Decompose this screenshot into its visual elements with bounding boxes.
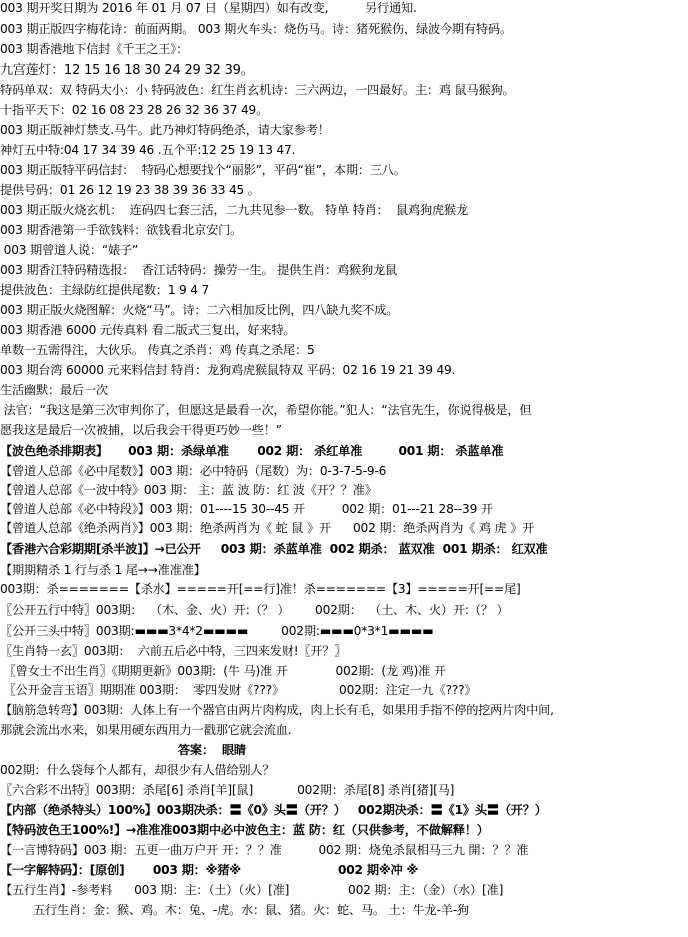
text-line-6: 十指平天下：02 16 08 23 28 26 32 36 37 49。 bbox=[0, 103, 269, 117]
text-line-14: 003 期香江特码精选报： 香江话特码：操劳一生。 提供生肖：鸡猴狗龙鼠 bbox=[0, 263, 397, 277]
text-line-5: 特码单双：双 特码大小：小 特码波色：红生肖玄机诗：三六两边，一四最好。主：鸡 鼠马猴狗。 bbox=[0, 83, 515, 97]
text-line-36: 【脑筋急转弯】003期：人体上有一个器官由两片肉构成，肉上长有毛，如果用手指不停的挖两片肉中间, bbox=[0, 703, 554, 717]
text-line-35: 〖公开金言玉语〗期期准 003期： 零四发财《???》 002期：注定一九《???》 bbox=[0, 683, 477, 697]
text-line-46: 五行生肖：金：猴、鸡。木：兔、-虎。水：鼠、猪。火：蛇、马。 土：牛龙-羊-狗 bbox=[0, 903, 469, 917]
text-line-28: 【香港六合彩期期[杀半波]】→已公开 003 期：杀蓝单准 002 期杀： 蓝双准 001 期杀： 红双准 bbox=[0, 542, 548, 556]
text-line-4: 九宫莲灯：12 15 16 18 30 24 29 32 39。 bbox=[0, 63, 254, 78]
text-line-13: 003 期曾道人说：“婊子” bbox=[0, 243, 139, 257]
text-line-10: 提供号码：01 26 12 19 23 38 39 36 33 45 。 bbox=[0, 183, 260, 197]
text-line-43: 【一言博特码】003 期：五更一曲万户开 开：？？准 002 期：烧兔杀鼠相马三九 開：？？准 bbox=[0, 843, 529, 857]
text-line-24: 【曾道人总部《必中尾数》】003 期：必中特码（尾数）为：0-3-7-5-9-6 bbox=[0, 464, 387, 478]
text-line-45: 【五行生肖】-参考料 003 期：主：（土）（火）[准] 002 期：主：（金）（水）[准] bbox=[0, 883, 504, 897]
text-line-38: 答案： 眼睛 bbox=[0, 743, 246, 757]
text-line-17: 003 期香港 6000 元传真料 看二版式三复出，好来特。 bbox=[0, 323, 296, 337]
text-line-27: 【曾道人总部《绝杀两肖》】003 期：绝杀两肖为《 蛇 鼠 》开 002 期：绝杀两肖为《 鸡 虎 》开 bbox=[0, 521, 535, 535]
text-line-31: 〖公开五行中特〗003期： （木、金、火）开:（？ ） 002期： （土、木、火）开:（？ ） bbox=[0, 603, 509, 617]
text-line-15: 提供波色：主绿防红提供尾数：1 9 4 7 bbox=[0, 283, 210, 297]
text-line-26: 【曾道人总部《必中特段》】003 期：01----15 30--45 开 002 期：01---21 28--39 开 bbox=[0, 502, 493, 516]
text-line-2: 003 期正版四字梅花诗：前面两期。 003 期火车头：烧伤马。诗：猪死猴伤，绿波今期有特码。 bbox=[0, 22, 512, 36]
text-line-21: 法官：“我这是第三次审判你了，但愿这是最看一次，希望你能。”犯人：“法官先生，你说得极是，但 bbox=[0, 403, 532, 417]
text-line-30: 003期：杀=======【杀水】=====开[==行]准！杀=======【3】=====开[==尾] bbox=[0, 582, 521, 596]
text-line-33: 〖生肖特一玄〗003期： 六前五后必中特，三四来发财!〖开？〗 bbox=[0, 644, 347, 658]
text-line-7: 003 期正版神灯禁支.马牛。此乃神灯特码绝杀，请大家参考！ bbox=[0, 123, 330, 137]
text-line-25: 【曾道人总部《一波中特》003 期： 主：蓝 波 防：红 波《开？？准》 bbox=[0, 483, 377, 497]
text-line-42: 【特码波色王100%!】→准准准003期中必中波色主：蓝 防：红（只供参考，不做解释！） bbox=[0, 823, 489, 837]
text-line-19: 003 期台湾 60000 元来料信封 特肖：龙狗鸡虎猴鼠特双 平码：02 16 19 21 39 49. bbox=[0, 363, 456, 377]
text-line-20: 生活幽默：最后一次 bbox=[0, 383, 108, 397]
text-line-37: 那就会流出水来，如果用硬东西用力一戳那它就会流血. bbox=[0, 723, 292, 737]
text-line-3: 003 期香港地下信封《千王之王》： bbox=[0, 42, 189, 56]
text-line-23: 【波色绝杀排期表】 003 期：杀绿单准 002 期： 杀红单准 001 期： 杀蓝单准 bbox=[0, 444, 504, 458]
text-line-34: 〖曾女士不出生肖〗《期期更新》003期: (牛 马)准 开 002期: (龙 鸡)准 开 bbox=[0, 664, 446, 678]
text-line-11: 003 期正版火烧玄机： 连码四七套三活，二九共见参一数。 特单 特肖： 鼠鸡狗虎猴龙 bbox=[0, 203, 468, 217]
text-line-39: 002期：什么袋每个人都有，却很少有人借给别人？ bbox=[0, 763, 275, 777]
text-line-12: 003 期香港第一手欲钱料：欲钱看北京安门。 bbox=[0, 223, 243, 237]
text-line-29: 【期期精杀 1 行与杀 1 尾→→准准准】 bbox=[0, 563, 206, 577]
text-line-44: 【一字解特码】：[原创] 003 期：※猪※ 002 期※冲 ※ bbox=[0, 863, 419, 877]
text-line-1: 003 期开奖日期为 2016 年 01 月 07 日（星期四）如有改变, 另行通知. bbox=[0, 1, 417, 15]
text-line-41: 【内部（绝杀特头）100%】003期决杀：〓《0》头〓（开？） 002期决杀：〓《1》头〓（开？） bbox=[0, 803, 547, 817]
text-line-40: 〖六合彩不出特〗003期：杀尾[6] 杀肖[羊][鼠] 002期：杀尾[8] 杀肖[猪][马] bbox=[0, 783, 455, 797]
text-line-18: 单数一五需得注，大伙乐。 传真之杀肖：鸡 传真之杀尾：5 bbox=[0, 343, 315, 357]
text-line-16: 003 期正版火烧图解：火烧“马”。诗：二六相加反比例，四八缺九奖不成。 bbox=[0, 303, 399, 317]
text-line-22: 愿我这是最后一次被捕，以后我会干得更巧妙一些！” bbox=[0, 423, 282, 437]
text-line-9: 003 期正版特平码信封： 特码心想要找个“丽影”，平码“崔”，本期：三八。 bbox=[0, 163, 406, 177]
text-line-8: 神灯五中特:04 17 34 39 46 .五个平:12 25 19 13 47. bbox=[0, 143, 296, 157]
text-line-32: 〖公开三头中特〗003期:▬▬▬3*4*2▬▬▬▬ 002期:▬▬▬0*3*1▬▬▬▬ bbox=[0, 624, 434, 638]
